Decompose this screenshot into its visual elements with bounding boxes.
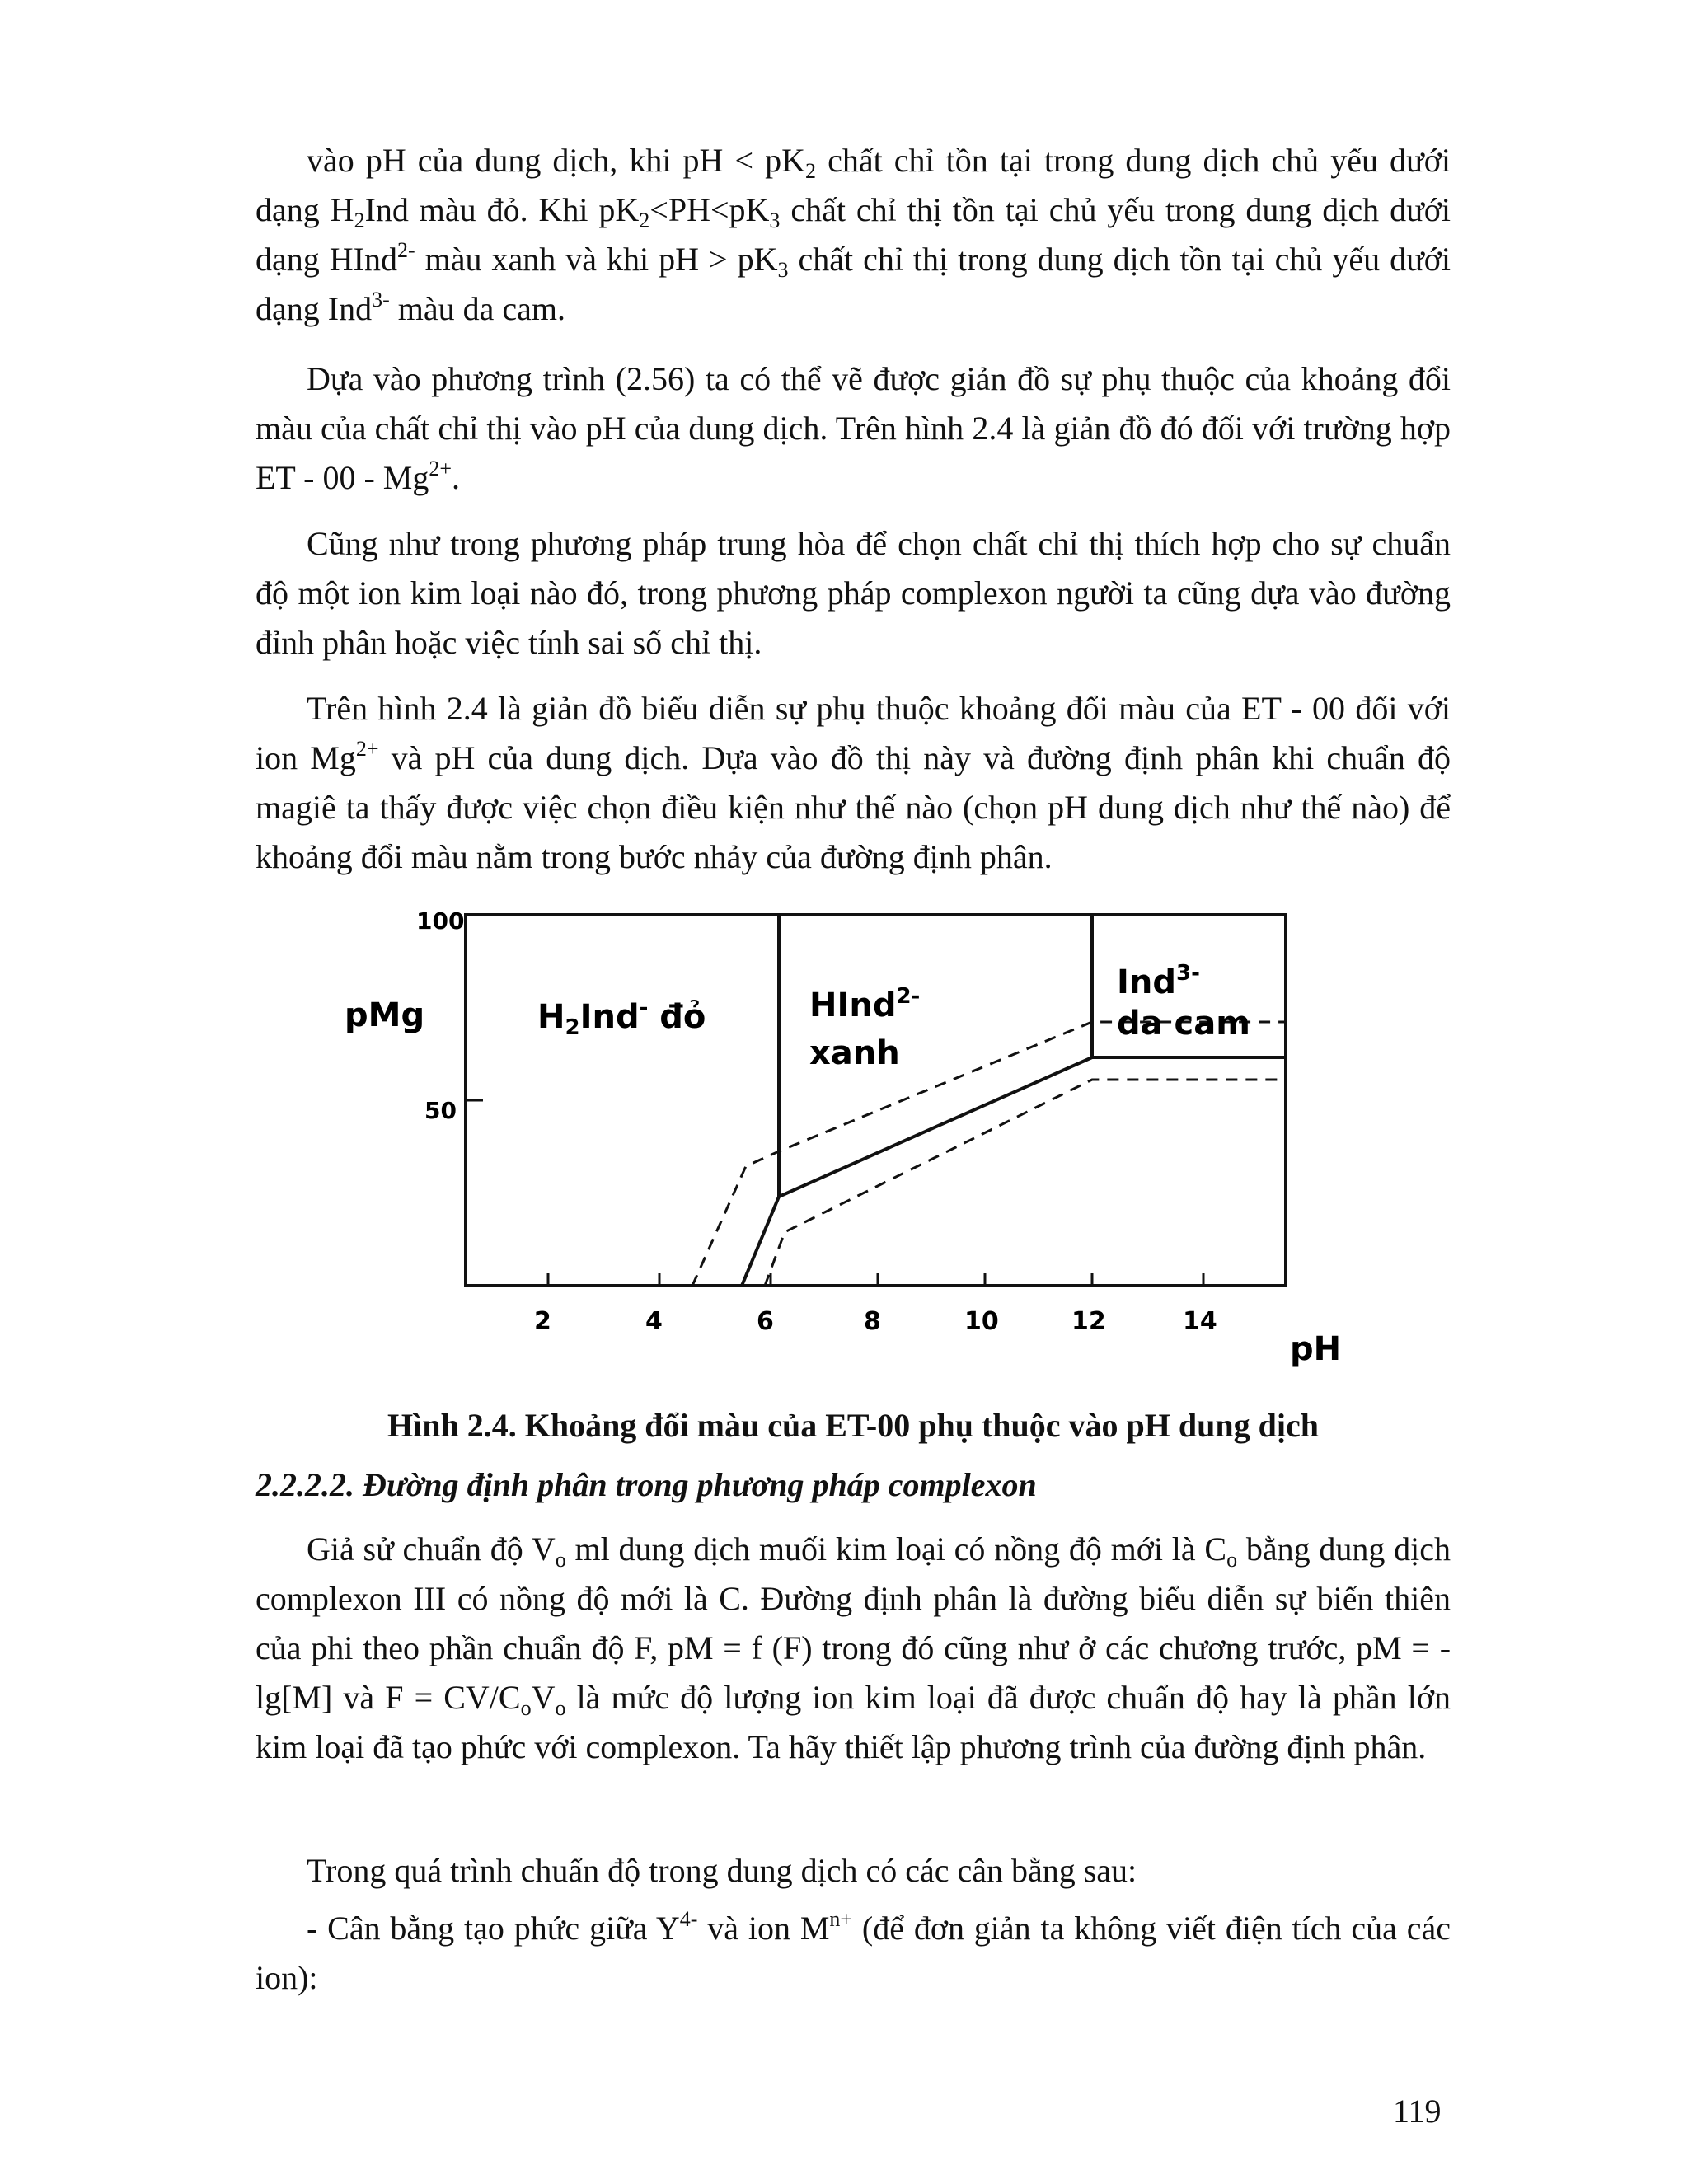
text-run: Giả sử chuẩn độ V [307, 1530, 556, 1568]
text-run: khoảng đổi màu của chất chỉ thị vào pH của dung dịch. Trên hình 2.4 là giản đồ đó [256, 360, 1451, 447]
text-run: o [555, 1696, 566, 1720]
text-run: chất chỉ thị trong dung dịch tồn tại [788, 241, 1265, 278]
text-run: dạng H [256, 191, 354, 228]
text-run: o [555, 1548, 566, 1572]
x-tick-label-6: 6 [757, 1307, 774, 1336]
text-run: . [452, 459, 461, 496]
text-run: chất chỉ tồn tại trong dung dịch chủ yếu dưới [816, 142, 1451, 179]
text-run: diễn sự biến thiên của phi theo phần chuẩn độ F, pM = f (F) trong đó cũng như ở [256, 1580, 1451, 1666]
region-orange-label: Ind$^{3-}$ [1117, 961, 1200, 1001]
paragraph-7 [256, 1904, 1451, 2003]
region-orange-color-label: da cam [1117, 1005, 1250, 1043]
text-run: - Cân bằng tạo phức giữa Y [307, 1910, 680, 1947]
transition-line-dashed-upper [692, 1022, 1286, 1286]
x-tick-label-2: 2 [534, 1307, 551, 1336]
text-run: <PH<pK [649, 191, 770, 228]
figure-2-4-diagram [330, 902, 1368, 1380]
transition-line-solid [742, 1057, 1286, 1286]
text-run: dung dịch complexon III có nồng độ mới là C. Đường định phân là đường biểu [256, 1530, 1451, 1617]
text-run: màu xanh và khi pH > pK [415, 241, 778, 278]
text-run: 3- [372, 288, 390, 312]
text-run: chất chỉ thị tồn tại chủ yếu trong dung dịch [780, 191, 1380, 228]
paragraph-1 [256, 136, 1451, 334]
text-run: các chương trước, pM = -lg[M] và F = CV/C [256, 1629, 1451, 1716]
text-run: chủ yếu dưới dạng Ind [256, 241, 1451, 327]
x-tick-label-14: 14 [1183, 1307, 1217, 1336]
text-run: 2 [805, 159, 816, 183]
section-heading: 2.2.2.2. Đường định phân trong phương pháp complexon [256, 1466, 1037, 1503]
text-run: là mức độ lượng ion kim loại đã [565, 1679, 1019, 1716]
text-run: o [520, 1696, 532, 1720]
text-run: được chuẩn độ hay là phần lớn kim loại đã tạo phức với complexon. Ta hãy thiết [256, 1679, 1451, 1765]
paragraph-2 [256, 354, 1451, 503]
text-run: chuẩn độ một ion kim loại nào đó, trong phương pháp complexon người ta cũng [256, 525, 1451, 612]
text-run: (để đơn giản ta không viết điện tích [852, 1910, 1342, 1947]
text-run: V [531, 1679, 556, 1716]
x-axis-ticks [548, 1273, 1203, 1286]
text-run: như thế nào) để khoảng đổi màu nằm trong bước nhảy của đường định phân. [256, 789, 1451, 875]
x-axis-label: pH [1290, 1330, 1342, 1368]
text-run: Ind màu đỏ. Khi pK [364, 191, 640, 228]
x-tick-labels [534, 1307, 1217, 1336]
text-run: 2- [396, 238, 415, 262]
region-blue-label: HInd$^{2-}$ [809, 984, 921, 1024]
text-run: 2 [354, 209, 365, 232]
y-axis-label: pMg [345, 996, 425, 1034]
y-tick-100-label: 100 [416, 907, 465, 935]
x-tick-label-12: 12 [1071, 1307, 1106, 1336]
text-run: 4- [679, 1907, 698, 1931]
figure-caption: Hình 2.4. Khoảng đổi màu của ET-00 phụ thuộc vào pH dung dịch [387, 1407, 1320, 1444]
text-run: o [1226, 1548, 1238, 1572]
text-run: đối với trường hợp ET - 00 - Mg [256, 410, 1451, 496]
transition-line-dashed-lower [765, 1080, 1286, 1286]
text-run: 2+ [355, 737, 379, 761]
text-run: 3 [777, 258, 789, 282]
text-run: ml dung dịch muối kim loại có nồng độ mới là C [565, 1530, 1227, 1568]
text-run: 2+ [429, 457, 452, 480]
x-tick-label-4: 4 [645, 1307, 663, 1336]
text-run: Cũng như trong phương pháp trung hòa để chọn chất chỉ thị thích hợp cho sự [307, 525, 1362, 562]
text-run: dưới dạng HInd [256, 191, 1451, 278]
region-red-label: $H_2Ind^-$ đỏ [537, 996, 706, 1040]
x-tick-label-8: 8 [864, 1307, 881, 1336]
text-run: Trong quá trình chuẩn độ trong dung dịch có các cân bằng sau: [307, 1852, 1137, 1889]
text-run: Dựa vào phương trình (2.56) ta có thể vẽ được giản đồ sự phụ thuộc của [307, 360, 1291, 397]
paragraph-5 [256, 1525, 1451, 1772]
text-run: và pH của dung dịch. Dựa vào đồ thị này và đường định phân khi [378, 739, 1315, 776]
paragraph-4 [256, 684, 1451, 882]
x-tick-label-10: 10 [964, 1307, 999, 1336]
text-run: lập phương trình của đường định phân. [911, 1728, 1427, 1765]
text-run: 3 [769, 209, 781, 232]
paragraph-6 [256, 1846, 1451, 1896]
text-run: dựa vào đường đỉnh phân hoặc việc tính sai số chỉ thị. [256, 574, 1451, 661]
text-run: n+ [829, 1907, 853, 1931]
text-run: của các ion): [256, 1910, 1451, 1996]
text-run: Trên hình 2.4 là giản đồ biểu diễn sự phụ thuộc khoảng đổi màu của ET - 00 [307, 690, 1346, 727]
text-run: màu da cam. [389, 290, 565, 327]
paragraph-3 [256, 519, 1451, 668]
text-run: vào pH của dung dịch, khi pH < pK [307, 142, 805, 179]
page-number: 119 [1393, 2093, 1442, 2130]
text-run: chuẩn độ magiê ta thấy được việc chọn điều kiện như thế nào (chọn pH dung dịch [256, 739, 1451, 826]
text-run: đối với ion Mg [256, 690, 1451, 776]
region-blue-color-label: xanh [809, 1034, 900, 1072]
text-run: 2 [639, 209, 650, 232]
y-tick-50-label: 50 [424, 1097, 457, 1124]
text-run: bằng [1237, 1530, 1311, 1568]
text-run: và ion M [697, 1910, 830, 1947]
